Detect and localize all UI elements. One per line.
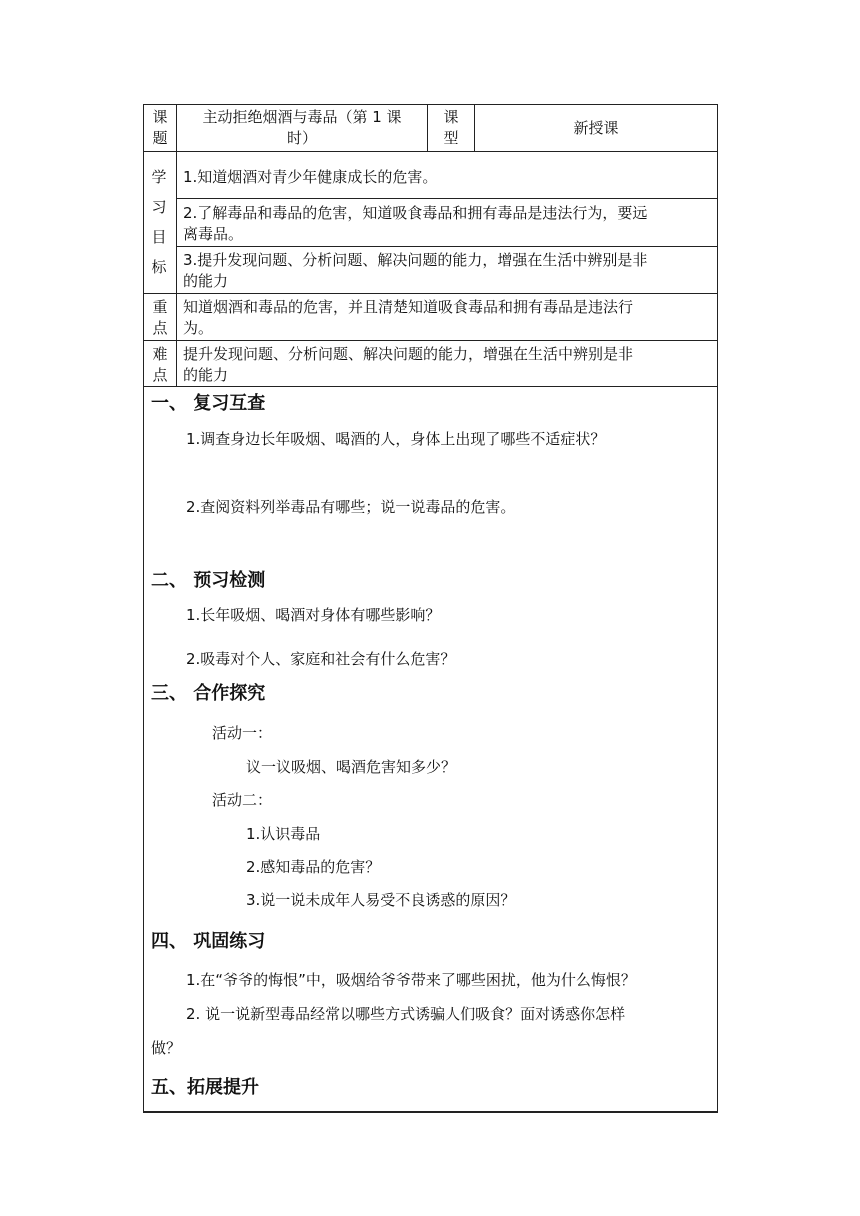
activity-2-question-2: 2.感知毒品的危害？ — [246, 858, 381, 876]
row-line-obj2 — [176, 246, 718, 247]
type-label-1: 课 — [443, 108, 459, 126]
keypoint-label-1: 重 — [152, 298, 168, 316]
difficulty-line1: 提升发现问题、分析问题、解决问题的能力，增强在生活中辨别是非 — [183, 345, 634, 363]
keypoint-line2: 为。 — [183, 319, 214, 337]
section-review-title: 一、 复习互查 — [151, 393, 266, 414]
activity-2-label: 活动二： — [212, 791, 273, 809]
lesson-type-value: 新授课 — [573, 119, 619, 137]
practice-question-2-line2: 做？ — [151, 1039, 182, 1057]
lesson-title-line1: 主动拒绝烟酒与毒品（第 1 课 — [202, 108, 402, 126]
practice-question-1: 1.在“爷爷的悔恨”中，吸烟给爷爷带来了哪些困扰，他为什么悔恨？ — [186, 971, 636, 989]
objective-1: 1.知道烟酒对青少年健康成长的危害。 — [183, 168, 438, 186]
row-line-keypoint — [143, 340, 718, 341]
section-explore-title: 三、 合作探究 — [151, 683, 266, 704]
difficulty-label-2: 点 — [152, 366, 168, 384]
objective-2-line2: 离毒品。 — [183, 225, 244, 243]
objectives-label-2: 习 — [151, 198, 167, 216]
difficulty-label-1: 难 — [152, 345, 168, 363]
preview-question-2: 2.吸毒对个人、家庭和社会有什么危害？ — [186, 650, 456, 668]
review-question-1: 1.调查身边长年吸烟、喝酒的人，身体上出现了哪些不适症状？ — [186, 430, 606, 448]
practice-question-2-line1: 2. 说一说新型毒品经常以哪些方式诱骗人们吸食？面对诱惑你怎样 — [186, 1005, 626, 1023]
section-extension-title: 五、拓展提升 — [151, 1077, 259, 1098]
activity-2-question-1: 1.认识毒品 — [246, 825, 321, 843]
objective-3-line2: 的能力 — [183, 272, 229, 290]
border-right — [717, 104, 718, 1112]
objective-2-line1: 2.了解毒品和毒品的危害，知道吸食毒品和拥有毒品是违法行为，要远 — [183, 204, 648, 222]
objectives-label-4: 标 — [151, 258, 167, 276]
difficulty-line2: 的能力 — [183, 366, 229, 384]
activity-2-question-3: 3.说一说未成年人易受不良诱惑的原因？ — [246, 891, 516, 909]
review-question-2: 2.查阅资料列举毒品有哪些；说一说毒品的危害。 — [186, 498, 516, 516]
activity-1-question: 议一议吸烟、喝酒危害知多少？ — [246, 758, 457, 776]
activity-1-label: 活动一： — [212, 724, 273, 742]
section-practice-title: 四、 巩固练习 — [151, 931, 266, 952]
objectives-label-1: 学 — [151, 168, 167, 186]
row-line-difficulty — [143, 386, 718, 387]
border-top — [143, 104, 718, 105]
objective-3-line1: 3.提升发现问题、分析问题、解决问题的能力，增强在生活中辨别是非 — [183, 251, 648, 269]
row-line-obj1 — [176, 198, 718, 199]
row-line-objectives — [143, 293, 718, 294]
keypoint-line1: 知道烟酒和毒品的危害，并且清楚知道吸食毒品和拥有毒品是违法行 — [183, 298, 634, 316]
keypoint-label-2: 点 — [152, 319, 168, 337]
objectives-label-3: 目 — [151, 228, 167, 246]
section-preview-title: 二、 预习检测 — [151, 570, 266, 591]
preview-question-1: 1.长年吸烟、喝酒对身体有哪些影响？ — [186, 606, 441, 624]
type-label-2: 型 — [443, 129, 459, 147]
row-line-header — [143, 151, 718, 152]
topic-label-1: 课 — [152, 108, 168, 126]
border-bottom — [143, 1111, 718, 1113]
lesson-title-line2: 时） — [286, 129, 317, 147]
topic-label-2: 题 — [152, 129, 168, 147]
